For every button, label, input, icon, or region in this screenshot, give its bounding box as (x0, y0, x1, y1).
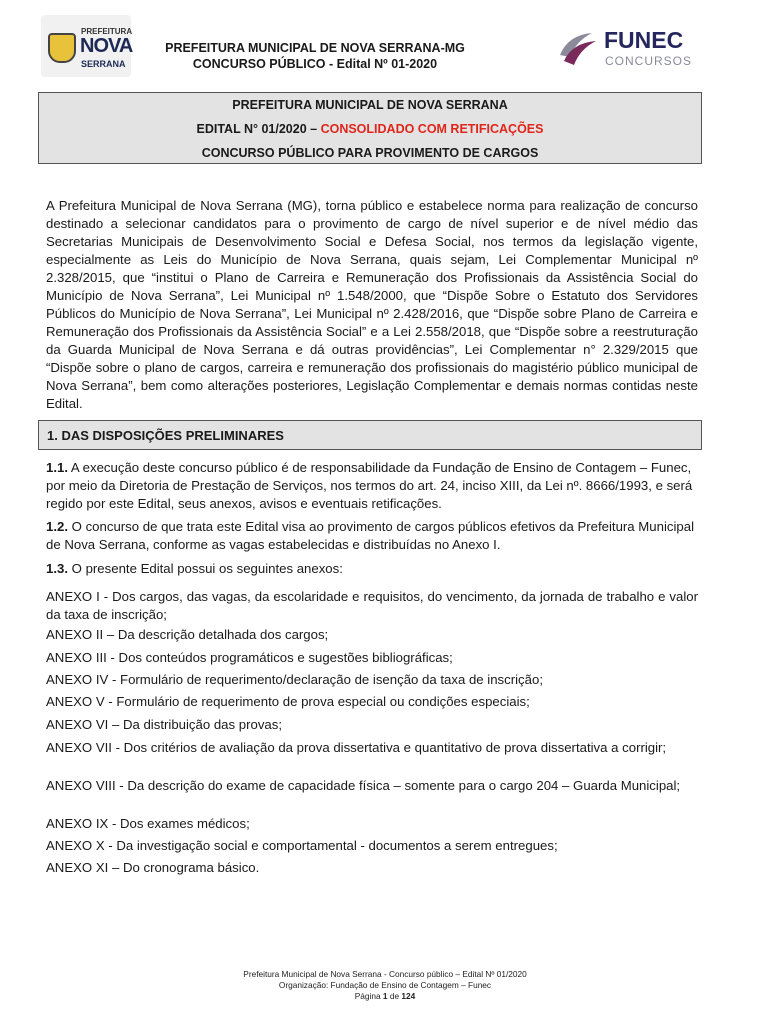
page-current: 1 (382, 991, 388, 1001)
intro-paragraph: A Prefeitura Municipal de Nova Serrana (MG), torna público e estabelece norma para realização de concurso destinado a selecionar candidatos para o provimento de cargo de nível superior e de nível médio das Secretarias Municipais de Desenvolvimento Social e Defesa Social, nos termos da legislação vigente, especialmente as Leis do Município de Nova Serrana, quais sejam, Lei Complementar Municipal nº 2.328/2015, que “institui o Plano de Carreira e Remuneração dos Profissionais da Assistência Social do Município de Nova Serrana”, Lei Municipal nº 1.548/2000, que “Dispõe Sobre o Estatuto dos Servidores Públicos do Município de Nova Serrana”, Lei Municipal nº 2.428/2016, que “Dispõe sobre Plano de Carreira e Remuneração dos Profissionais da Assistência Social” e a Lei 2.558/2018, que “Dispõe sobre a reestruturação da Guarda Municipal de Nova Serrana e dá outras providências”, Lei Complementar n° 2.329/2015 que “Dispõe sobre o plano de cargos, carreira e remuneração dos profissionais do magistério público municipal de Nova Serrana”, bem como alterações posteriores, Legislação Complementar e demais normas contidas neste Edital. (46, 198, 698, 411)
paragraph-1-1-text: A execução deste concurso público é de responsabilidade da Fundação de Ensino de Contagem – Funec, por meio da Diretoria de Prestação de Serviços, nos termos do art. 24, inciso XIII, da Lei nº. 8666/1993, e será regido por este Edital, seus anexos, avisos e eventuais retificações. (46, 460, 693, 511)
annex-item: ANEXO VI – Da distribuição das provas; (46, 717, 283, 732)
funec-sub: CONCURSOS (605, 54, 693, 68)
page-total: 124 (401, 991, 416, 1001)
funec-mark-icon (558, 27, 598, 67)
annex-item: ANEXO VIII - Da descrição do exame de capacidade física – somente para o cargo 204 – Guarda Municipal; (46, 778, 681, 793)
title-line3: CONCURSO PÚBLICO PARA PROVIMENTO DE CARGOS (201, 146, 539, 160)
header-line2: CONCURSO PÚBLICO - Edital Nº 01-2020 (192, 57, 438, 71)
annex-item: ANEXO III - Dos conteúdos programáticos e sugestões bibliográficas; (46, 650, 453, 665)
page-footer (0, 969, 770, 1002)
annex-item: ANEXO IV - Formulário de requerimento/declaração de isenção da taxa de inscrição; (46, 672, 543, 687)
annex-item: ANEXO IX - Dos exames médicos; (46, 816, 250, 831)
logo-left-line3: SERRANA (81, 59, 126, 69)
annex-item: ANEXO V - Formulário de requerimento de prova especial ou condições especiais; (46, 694, 530, 709)
header-line1: PREFEITURA MUNICIPAL DE NOVA SERRANA-MG (165, 41, 465, 55)
paragraph-1-2-number: 1.2. (46, 519, 68, 534)
edital-title-box (38, 92, 702, 164)
paragraph-1-2 (46, 518, 698, 554)
funec-name: FUNEC (604, 27, 684, 53)
annex-item: ANEXO II – Da descrição detalhada dos cargos; (46, 627, 329, 642)
title-line2 (39, 117, 701, 141)
page-mid: de (387, 991, 402, 1001)
paragraph-1-1-number: 1.1. (46, 460, 68, 475)
logo-left-line2: NOVA (80, 35, 133, 57)
page-number (0, 991, 770, 1002)
annex-item: ANEXO I - Dos cargos, das vagas, da escolaridade e requisitos, do vencimento, da jornada de trabalho e valor da taxa de inscrição; (46, 589, 698, 622)
annex-item: ANEXO XI – Do cronograma básico. (46, 860, 260, 875)
paragraph-1-3-text: O presente Edital possui os seguintes anexos: (68, 561, 343, 576)
nova-serrana-logo (41, 15, 131, 77)
annex-item: ANEXO X - Da investigação social e comportamental - documentos a serem entregues; (46, 838, 558, 853)
section-1-heading: 1. DAS DISPOSIÇÕES PRELIMINARES (38, 420, 702, 450)
page-prefix: Página (354, 991, 383, 1001)
municipal-crest-icon (48, 33, 76, 63)
title-line1: PREFEITURA MUNICIPAL DE NOVA SERRANA (232, 98, 508, 112)
document-header (130, 40, 500, 72)
annex-item: ANEXO VII - Dos critérios de avaliação da prova dissertativa e quantitativo de prova dissertativa a corrigir; (46, 740, 667, 755)
funec-logo (558, 27, 698, 77)
paragraph-1-2-text: O concurso de que trata este Edital visa ao provimento de cargos públicos efetivos da Prefeitura Municipal de Nova Serrana, conforme as vagas estabelecidas e distribuídas no Anexo I. (46, 519, 695, 552)
paragraph-1-3 (46, 560, 698, 578)
paragraph-1-3-number: 1.3. (46, 561, 68, 576)
footer-line2: Organização: Fundação de Ensino de Contagem – Funec (278, 980, 492, 990)
footer-line1: Prefeitura Municipal de Nova Serrana - Concurso público – Edital Nº 01/2020 (243, 969, 527, 979)
title-line2-highlight: CONSOLIDADO COM RETIFICAÇÕES (320, 122, 544, 136)
paragraph-1-1 (46, 459, 698, 513)
title-line2-prefix: EDITAL N° 01/2020 – (196, 122, 321, 136)
logo-left-line1: PREFEITURA (81, 27, 133, 36)
